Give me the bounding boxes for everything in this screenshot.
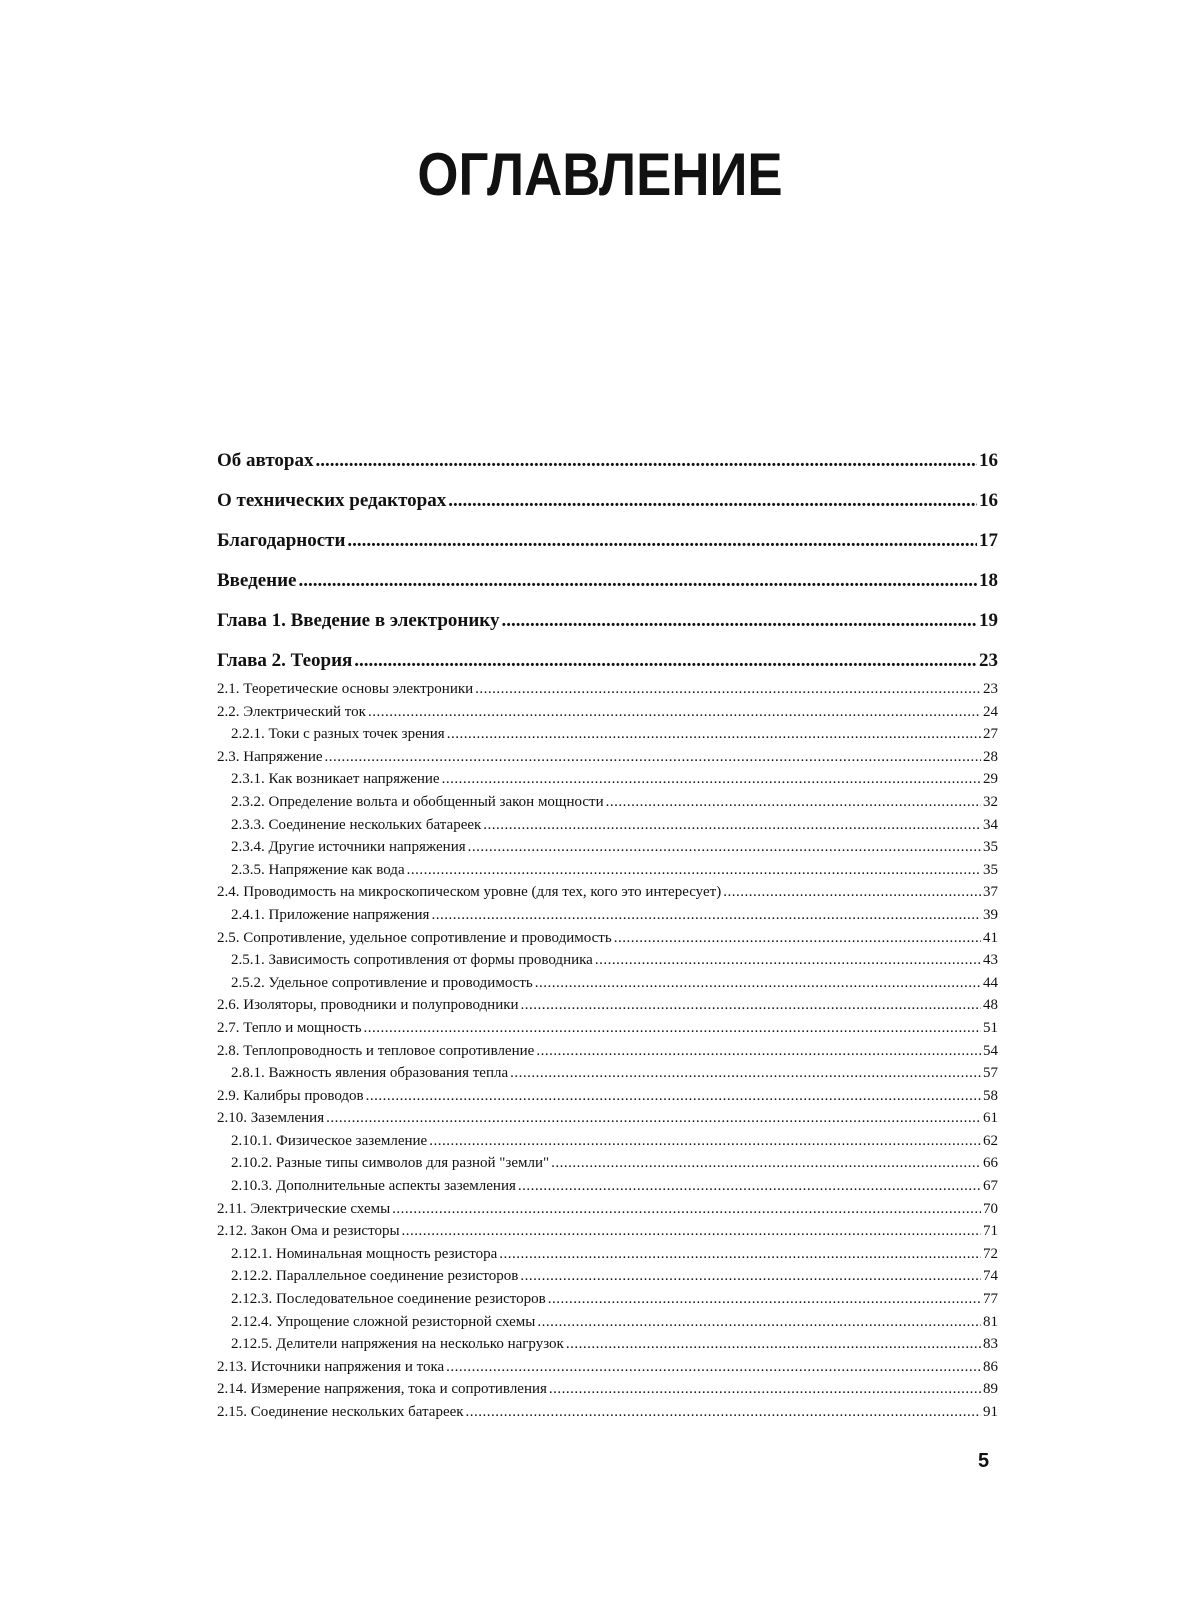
dot-leader — [499, 1244, 981, 1264]
dot-leader — [510, 1063, 981, 1083]
toc-subentry[interactable] — [217, 1086, 998, 1109]
toc-subentry-page: 91 — [983, 1404, 998, 1420]
toc-subentry-page: 43 — [983, 952, 998, 969]
toc-subentry-label: 2.6. Изоляторы, проводники и полупроводники — [217, 997, 519, 1014]
dot-leader — [549, 1379, 981, 1399]
toc-subentry-label: 2.8. Теплопроводность и тепловое сопротивление — [217, 1042, 535, 1059]
toc-subentry-label: 2.4. Проводимость на микроскопическом уровне (для тех, кого это интересует) — [217, 884, 722, 901]
toc-subentry[interactable] — [217, 792, 998, 815]
toc-subentry-label: 2.4.1. Приложение напряжения — [231, 906, 430, 923]
page-number: 5 — [978, 1450, 990, 1472]
toc-subentry-page: 39 — [983, 906, 998, 923]
toc-subentry-page: 74 — [983, 1268, 998, 1285]
toc-subentry-page: 57 — [983, 1065, 998, 1082]
toc-subentry[interactable] — [217, 702, 998, 725]
dot-leader — [614, 928, 981, 948]
dot-leader — [551, 1153, 981, 1173]
toc-subentry[interactable] — [217, 1153, 998, 1176]
toc-subentry[interactable] — [217, 1221, 998, 1244]
toc-subentry[interactable] — [217, 973, 998, 996]
dot-leader — [566, 1334, 981, 1354]
toc-subentry[interactable] — [217, 1041, 998, 1064]
toc-subentry[interactable] — [217, 1402, 998, 1425]
toc-subentry[interactable] — [217, 928, 998, 951]
dot-leader — [501, 608, 977, 634]
toc-subentry-page: 23 — [983, 681, 998, 697]
dot-leader — [535, 973, 981, 993]
toc-entry-page: 16 — [979, 490, 998, 511]
dot-leader — [325, 747, 981, 767]
toc-subentry-label: 2.13. Источники напряжения и тока — [217, 1358, 445, 1375]
toc-subentry[interactable] — [217, 1199, 998, 1222]
toc-subentry-label: 2.11. Электрические схемы — [217, 1200, 391, 1217]
toc-subentry-page: 34 — [983, 816, 998, 833]
toc-entry-acknowledgements[interactable] — [217, 528, 998, 568]
toc-subentry-label: 2.3.1. Как возникает напряжение — [231, 771, 440, 788]
dot-leader — [366, 1086, 981, 1106]
dot-leader — [536, 1041, 981, 1061]
toc-entry-page: 19 — [979, 610, 998, 631]
dot-leader — [299, 568, 978, 594]
dot-leader — [354, 648, 977, 674]
toc-subentry-page: 89 — [983, 1381, 998, 1398]
dot-leader — [315, 448, 977, 474]
toc-subentry[interactable] — [217, 1108, 998, 1131]
dot-leader — [429, 1131, 981, 1151]
toc-subentry-label: 2.3.5. Напряжение как вода — [231, 861, 405, 878]
toc-subentry-label: 2.5.1. Зависимость сопротивления от формы проводника — [231, 952, 593, 969]
toc-entry-label: Благодарности — [217, 530, 346, 551]
dot-leader — [407, 860, 981, 880]
toc-subentry[interactable] — [217, 1131, 998, 1154]
toc-entry-tech-editors[interactable] — [217, 488, 998, 528]
toc-subentry[interactable] — [217, 860, 998, 883]
toc-entry-page: 18 — [979, 570, 998, 591]
toc-subentry-page: 37 — [983, 884, 998, 901]
dot-leader — [537, 1312, 981, 1332]
toc-subentry-label: 2.3.3. Соединение нескольких батареек — [231, 816, 482, 833]
toc-subentry-label: 2.7. Тепло и мощность — [217, 1019, 362, 1036]
toc-subentry[interactable] — [217, 1312, 998, 1335]
toc-subentry-page: 41 — [983, 929, 998, 946]
toc-subentry-page: 86 — [983, 1358, 998, 1375]
toc-subentry-page: 70 — [983, 1200, 998, 1217]
toc-subentry-label: 2.3.4. Другие источники напряжения — [231, 839, 466, 856]
toc-subentry[interactable] — [217, 769, 998, 792]
toc-subentry-page: 44 — [983, 974, 998, 991]
toc-entry-label: Глава 1. Введение в электронику — [217, 610, 500, 631]
toc-subentry-label: 2.14. Измерение напряжения, тока и сопротивления — [217, 1381, 547, 1398]
dot-leader — [364, 1018, 981, 1038]
dot-leader — [347, 528, 977, 554]
toc-entry-chapter-1[interactable] — [217, 608, 998, 648]
dot-leader — [723, 882, 981, 902]
dot-leader — [431, 905, 981, 925]
toc-subentry-label: 2.5.2. Удельное сопротивление и проводимость — [231, 974, 533, 991]
toc-entry-chapter-2[interactable] — [217, 648, 998, 679]
toc-entry-page: 16 — [979, 450, 998, 471]
dot-leader — [446, 1357, 981, 1377]
toc-subentry-page: 83 — [983, 1336, 998, 1353]
toc-subentry[interactable] — [217, 1266, 998, 1289]
toc-subentry[interactable] — [217, 1379, 998, 1402]
table-of-contents — [217, 448, 998, 1425]
toc-subentry-label: 2.10. Заземления — [217, 1110, 325, 1127]
toc-subentry-page: 62 — [983, 1132, 998, 1149]
toc-subentry-label: 2.1. Теоретические основы электроники — [217, 681, 474, 697]
toc-subentry[interactable] — [217, 1063, 998, 1086]
dot-leader — [518, 1176, 981, 1196]
dot-leader — [548, 1289, 981, 1309]
toc-subentry-page: 71 — [983, 1223, 998, 1240]
toc-subentry[interactable] — [217, 1018, 998, 1041]
toc-subentry[interactable] — [217, 679, 998, 702]
toc-subentry[interactable] — [217, 1334, 998, 1357]
toc-subentry-page: 51 — [983, 1019, 998, 1036]
toc-subentry[interactable] — [217, 837, 998, 860]
dot-leader — [475, 679, 981, 699]
toc-subentry-page: 35 — [983, 839, 998, 856]
page-title: ОГЛАВЛЕНИЕ — [417, 141, 783, 208]
toc-subentry[interactable] — [217, 950, 998, 973]
toc-subentry-label: 2.12. Закон Ома и резисторы — [217, 1223, 400, 1240]
dot-leader — [468, 837, 981, 857]
toc-subentry-label: 2.10.3. Дополнительные аспекты заземления — [231, 1178, 516, 1195]
toc-entry-about-authors[interactable] — [217, 448, 998, 488]
toc-subentry-page: 24 — [983, 703, 998, 720]
toc-subentry-label: 2.2. Электрический ток — [217, 703, 366, 720]
dot-leader — [466, 1402, 981, 1422]
toc-subentry[interactable] — [217, 1176, 998, 1199]
toc-subentry-page: 67 — [983, 1178, 998, 1195]
toc-entry-introduction[interactable] — [217, 568, 998, 608]
toc-entry-label: Введение — [217, 570, 297, 591]
toc-subentry-label: 2.12.5. Делители напряжения на несколько нагрузок — [231, 1336, 564, 1353]
dot-leader — [442, 769, 981, 789]
toc-subentry-label: 2.3. Напряжение — [217, 748, 323, 765]
dot-leader — [520, 1266, 981, 1286]
toc-subentry-page: 28 — [983, 748, 998, 765]
toc-entry-page: 23 — [979, 650, 998, 671]
toc-subentry-page: 27 — [983, 726, 998, 743]
toc-subentry-page: 29 — [983, 771, 998, 788]
toc-subentry-label: 2.9. Калибры проводов — [217, 1087, 364, 1104]
toc-subentry[interactable] — [217, 1357, 998, 1380]
toc-subentry-label: 2.10.2. Разные типы символов для разной "земли" — [231, 1155, 550, 1172]
toc-subentry-label: 2.12.1. Номинальная мощность резистора — [231, 1245, 498, 1262]
toc-subentry-label: 2.2.1. Токи с разных точек зрения — [231, 726, 445, 743]
toc-subentry-label: 2.12.4. Упрощение сложной резисторной схемы — [231, 1313, 536, 1330]
dot-leader — [521, 995, 981, 1015]
toc-subentry-page: 32 — [983, 793, 998, 810]
toc-subentry[interactable] — [217, 1244, 998, 1267]
toc-subentry-label: 2.12.2. Параллельное соединение резисторов — [231, 1268, 519, 1285]
dot-leader — [392, 1199, 981, 1219]
dot-leader — [448, 488, 977, 514]
dot-leader — [606, 792, 981, 812]
toc-subentry-label: 2.8.1. Важность явления образования тепла — [231, 1065, 509, 1082]
toc-subentry-page: 48 — [983, 997, 998, 1014]
dot-leader — [368, 702, 981, 722]
toc-subentry-page: 66 — [983, 1155, 998, 1172]
toc-subentry-page: 61 — [983, 1110, 998, 1127]
toc-subentry-label: 2.15. Соединение нескольких батареек — [217, 1404, 464, 1420]
toc-subentry[interactable] — [217, 905, 998, 928]
toc-subentry-label: 2.3.2. Определение вольта и обобщенный закон мощности — [231, 793, 604, 810]
toc-entry-label: Об авторах — [217, 450, 314, 471]
toc-entry-label: О технических редакторах — [217, 490, 447, 511]
toc-subentry[interactable] — [217, 882, 998, 905]
toc-subentry-page: 81 — [983, 1313, 998, 1330]
toc-subentry-page: 54 — [983, 1042, 998, 1059]
toc-subentry-label: 2.10.1. Физическое заземление — [231, 1132, 428, 1149]
toc-entry-label: Глава 2. Теория — [217, 650, 353, 671]
dot-leader — [595, 950, 981, 970]
toc-entry-page: 17 — [979, 530, 998, 551]
toc-subentry[interactable] — [217, 1289, 998, 1312]
toc-subentry-page: 35 — [983, 861, 998, 878]
toc-subentry[interactable] — [217, 995, 998, 1018]
toc-subentry[interactable] — [217, 724, 998, 747]
toc-subentry-page: 58 — [983, 1087, 998, 1104]
toc-subentry[interactable] — [217, 815, 998, 838]
dot-leader — [326, 1108, 981, 1128]
dot-leader — [447, 724, 981, 744]
dot-leader — [483, 815, 981, 835]
toc-subentry-label: 2.12.3. Последовательное соединение резисторов — [231, 1291, 546, 1308]
toc-subentry-page: 77 — [983, 1291, 998, 1308]
toc-subentry-label: 2.5. Сопротивление, удельное сопротивление и проводимость — [217, 929, 612, 946]
dot-leader — [402, 1221, 981, 1241]
toc-subentry[interactable] — [217, 747, 998, 770]
toc-subentry-page: 72 — [983, 1245, 998, 1262]
